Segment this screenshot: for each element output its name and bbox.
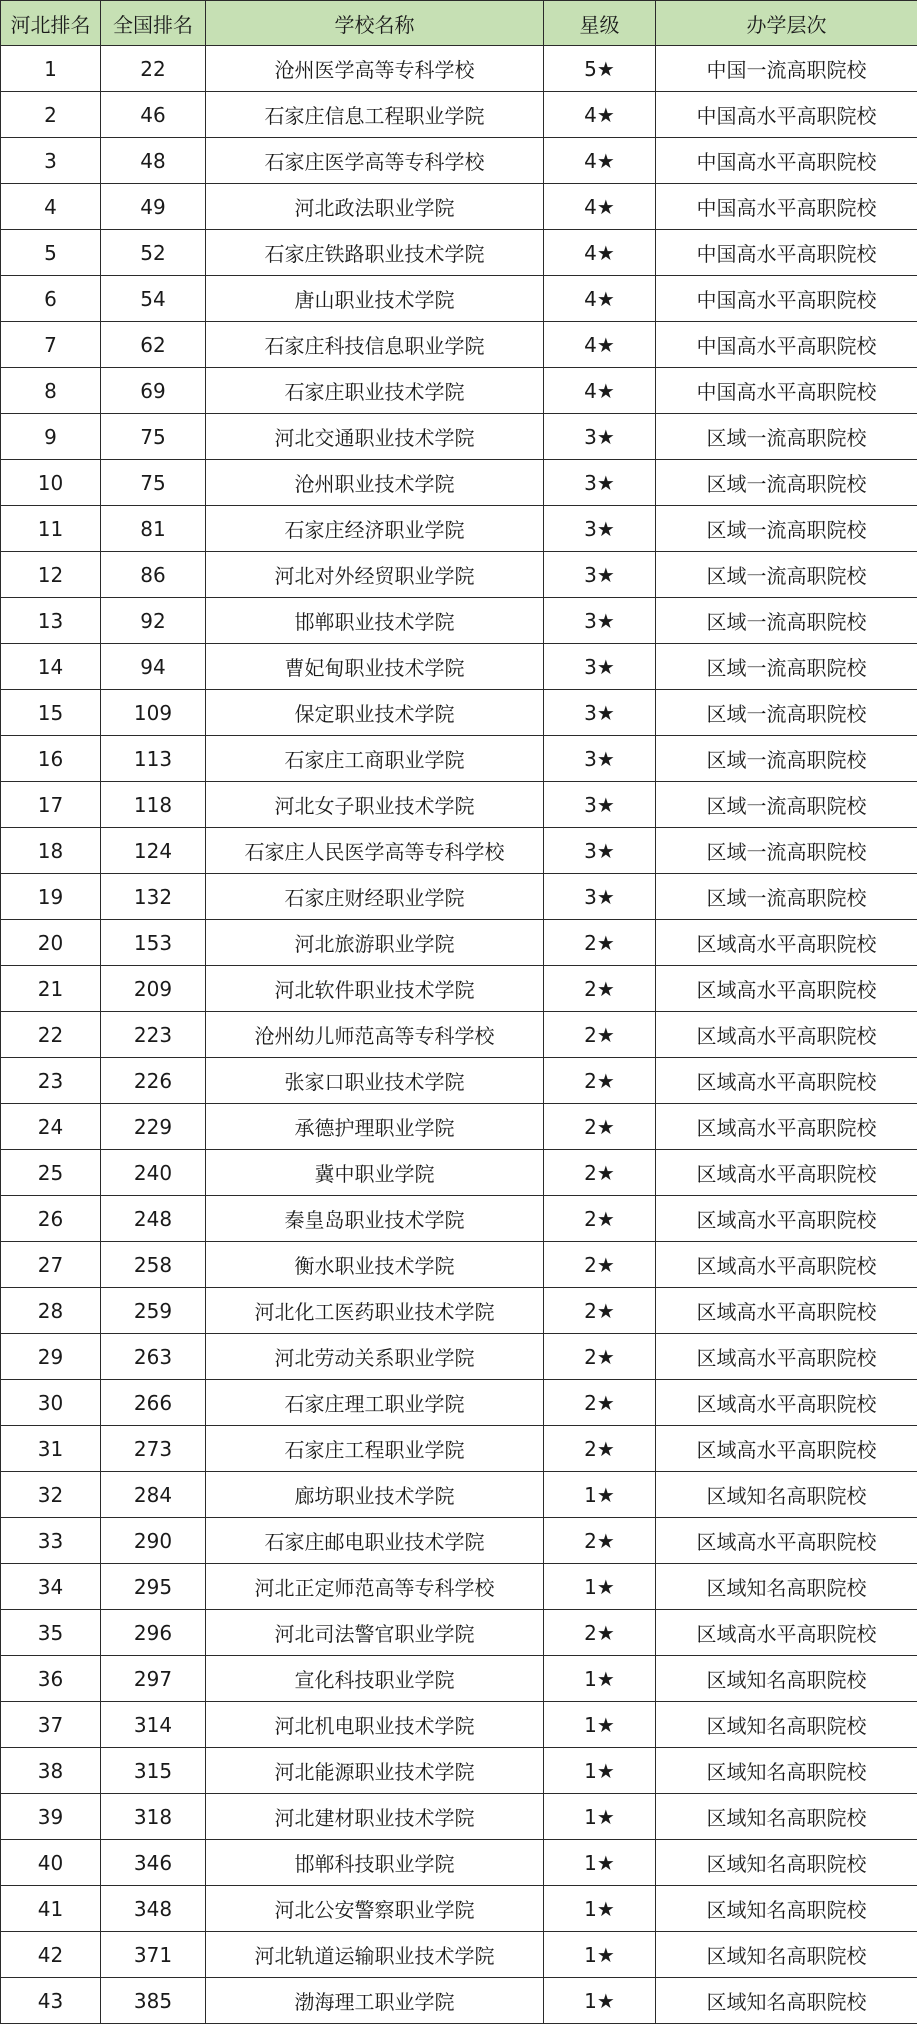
cell-school-tier: 区域一流高职院校 — [656, 736, 917, 782]
table-row — [1, 1242, 917, 1288]
cell-hebei-rank: 6 — [1, 276, 101, 322]
cell-school-tier: 区域知名高职院校 — [656, 1702, 917, 1748]
cell-school-name: 曹妃甸职业技术学院 — [206, 644, 544, 690]
cell-star-level: 4★ — [544, 92, 656, 138]
cell-star-level: 2★ — [544, 1058, 656, 1104]
cell-hebei-rank: 5 — [1, 230, 101, 276]
cell-star-level: 3★ — [544, 598, 656, 644]
cell-hebei-rank: 42 — [1, 1932, 101, 1978]
table-row — [1, 368, 917, 414]
cell-school-name: 河北化工医药职业技术学院 — [206, 1288, 544, 1334]
table-row — [1, 920, 917, 966]
cell-hebei-rank: 16 — [1, 736, 101, 782]
table-row — [1, 1472, 917, 1518]
cell-hebei-rank: 2 — [1, 92, 101, 138]
cell-hebei-rank: 20 — [1, 920, 101, 966]
cell-school-name: 石家庄财经职业学院 — [206, 874, 544, 920]
cell-school-name: 沧州职业技术学院 — [206, 460, 544, 506]
cell-school-tier: 区域知名高职院校 — [656, 1472, 917, 1518]
cell-school-name: 河北劳动关系职业学院 — [206, 1334, 544, 1380]
cell-star-level: 2★ — [544, 1104, 656, 1150]
cell-school-tier: 区域高水平高职院校 — [656, 1426, 917, 1472]
cell-hebei-rank: 34 — [1, 1564, 101, 1610]
cell-school-name: 张家口职业技术学院 — [206, 1058, 544, 1104]
cell-national-rank: 81 — [101, 506, 206, 552]
cell-school-name: 河北软件职业技术学院 — [206, 966, 544, 1012]
cell-hebei-rank: 24 — [1, 1104, 101, 1150]
table-row — [1, 1610, 917, 1656]
cell-school-name: 河北轨道运输职业技术学院 — [206, 1932, 544, 1978]
cell-school-name: 河北旅游职业学院 — [206, 920, 544, 966]
table-row — [1, 598, 917, 644]
cell-hebei-rank: 18 — [1, 828, 101, 874]
cell-hebei-rank: 19 — [1, 874, 101, 920]
cell-school-tier: 区域一流高职院校 — [656, 460, 917, 506]
cell-national-rank: 273 — [101, 1426, 206, 1472]
cell-hebei-rank: 41 — [1, 1886, 101, 1932]
table-row — [1, 92, 917, 138]
cell-hebei-rank: 33 — [1, 1518, 101, 1564]
cell-national-rank: 132 — [101, 874, 206, 920]
cell-national-rank: 54 — [101, 276, 206, 322]
cell-school-name: 石家庄人民医学高等专科学校 — [206, 828, 544, 874]
cell-school-tier: 区域一流高职院校 — [656, 782, 917, 828]
cell-star-level: 3★ — [544, 736, 656, 782]
cell-national-rank: 46 — [101, 92, 206, 138]
cell-star-level: 1★ — [544, 1794, 656, 1840]
table-row — [1, 184, 917, 230]
cell-hebei-rank: 31 — [1, 1426, 101, 1472]
cell-school-name: 石家庄科技信息职业学院 — [206, 322, 544, 368]
table-row — [1, 1334, 917, 1380]
table-row — [1, 1932, 917, 1978]
table-row — [1, 230, 917, 276]
cell-school-name: 石家庄邮电职业技术学院 — [206, 1518, 544, 1564]
cell-national-rank: 49 — [101, 184, 206, 230]
cell-school-name: 石家庄工程职业学院 — [206, 1426, 544, 1472]
cell-hebei-rank: 8 — [1, 368, 101, 414]
cell-national-rank: 118 — [101, 782, 206, 828]
cell-national-rank: 113 — [101, 736, 206, 782]
table-row — [1, 828, 917, 874]
cell-national-rank: 226 — [101, 1058, 206, 1104]
cell-school-tier: 区域一流高职院校 — [656, 644, 917, 690]
cell-star-level: 5★ — [544, 46, 656, 92]
cell-hebei-rank: 32 — [1, 1472, 101, 1518]
table-row — [1, 1518, 917, 1564]
header-star-level: 星级 — [544, 1, 656, 46]
cell-school-tier: 区域知名高职院校 — [656, 1886, 917, 1932]
header-school-tier: 办学层次 — [656, 1, 917, 46]
cell-national-rank: 109 — [101, 690, 206, 736]
cell-school-tier: 区域高水平高职院校 — [656, 1012, 917, 1058]
cell-star-level: 3★ — [544, 460, 656, 506]
cell-star-level: 2★ — [544, 1426, 656, 1472]
cell-star-level: 3★ — [544, 644, 656, 690]
cell-hebei-rank: 25 — [1, 1150, 101, 1196]
cell-national-rank: 48 — [101, 138, 206, 184]
cell-school-name: 石家庄职业技术学院 — [206, 368, 544, 414]
cell-star-level: 2★ — [544, 1196, 656, 1242]
cell-national-rank: 86 — [101, 552, 206, 598]
cell-national-rank: 296 — [101, 1610, 206, 1656]
cell-school-tier: 区域一流高职院校 — [656, 690, 917, 736]
cell-hebei-rank: 15 — [1, 690, 101, 736]
cell-school-name: 河北女子职业技术学院 — [206, 782, 544, 828]
cell-school-name: 河北能源职业技术学院 — [206, 1748, 544, 1794]
table-row — [1, 1380, 917, 1426]
cell-star-level: 3★ — [544, 874, 656, 920]
cell-hebei-rank: 26 — [1, 1196, 101, 1242]
cell-school-tier: 区域高水平高职院校 — [656, 1518, 917, 1564]
cell-national-rank: 314 — [101, 1702, 206, 1748]
cell-school-tier: 区域一流高职院校 — [656, 414, 917, 460]
cell-school-tier: 区域高水平高职院校 — [656, 920, 917, 966]
table-row — [1, 506, 917, 552]
table-row — [1, 552, 917, 598]
cell-national-rank: 62 — [101, 322, 206, 368]
cell-national-rank: 371 — [101, 1932, 206, 1978]
cell-national-rank: 22 — [101, 46, 206, 92]
header-hebei-rank: 河北排名 — [1, 1, 101, 46]
cell-school-tier: 中国高水平高职院校 — [656, 184, 917, 230]
cell-school-tier: 区域高水平高职院校 — [656, 1242, 917, 1288]
cell-star-level: 2★ — [544, 1012, 656, 1058]
cell-school-tier: 区域高水平高职院校 — [656, 966, 917, 1012]
cell-star-level: 1★ — [544, 1656, 656, 1702]
cell-school-name: 廊坊职业技术学院 — [206, 1472, 544, 1518]
cell-star-level: 1★ — [544, 1978, 656, 2024]
cell-school-tier: 区域一流高职院校 — [656, 874, 917, 920]
cell-national-rank: 69 — [101, 368, 206, 414]
cell-hebei-rank: 9 — [1, 414, 101, 460]
cell-school-name: 宣化科技职业学院 — [206, 1656, 544, 1702]
table-row — [1, 138, 917, 184]
header-row — [1, 1, 917, 46]
cell-school-tier: 区域高水平高职院校 — [656, 1058, 917, 1104]
cell-school-tier: 区域一流高职院校 — [656, 506, 917, 552]
cell-school-tier: 区域知名高职院校 — [656, 1748, 917, 1794]
cell-school-tier: 区域高水平高职院校 — [656, 1334, 917, 1380]
cell-hebei-rank: 3 — [1, 138, 101, 184]
cell-national-rank: 153 — [101, 920, 206, 966]
cell-hebei-rank: 14 — [1, 644, 101, 690]
table-body — [1, 46, 917, 2024]
cell-school-name: 冀中职业学院 — [206, 1150, 544, 1196]
cell-school-tier: 区域知名高职院校 — [656, 1794, 917, 1840]
cell-school-tier: 区域知名高职院校 — [656, 1978, 917, 2024]
cell-school-tier: 中国高水平高职院校 — [656, 368, 917, 414]
cell-school-tier: 中国高水平高职院校 — [656, 322, 917, 368]
cell-star-level: 3★ — [544, 690, 656, 736]
cell-star-level: 4★ — [544, 276, 656, 322]
table-row — [1, 966, 917, 1012]
cell-star-level: 2★ — [544, 1518, 656, 1564]
cell-national-rank: 124 — [101, 828, 206, 874]
table-row — [1, 782, 917, 828]
cell-school-name: 石家庄理工职业学院 — [206, 1380, 544, 1426]
cell-school-name: 石家庄工商职业学院 — [206, 736, 544, 782]
cell-school-tier: 区域高水平高职院校 — [656, 1610, 917, 1656]
cell-national-rank: 263 — [101, 1334, 206, 1380]
cell-national-rank: 290 — [101, 1518, 206, 1564]
cell-hebei-rank: 7 — [1, 322, 101, 368]
table-row — [1, 1748, 917, 1794]
cell-star-level: 1★ — [544, 1840, 656, 1886]
cell-star-level: 2★ — [544, 966, 656, 1012]
table-row — [1, 1196, 917, 1242]
table-row — [1, 1978, 917, 2024]
cell-star-level: 4★ — [544, 368, 656, 414]
cell-school-tier: 区域高水平高职院校 — [656, 1104, 917, 1150]
cell-star-level: 1★ — [544, 1702, 656, 1748]
cell-hebei-rank: 35 — [1, 1610, 101, 1656]
cell-hebei-rank: 4 — [1, 184, 101, 230]
cell-hebei-rank: 28 — [1, 1288, 101, 1334]
cell-star-level: 2★ — [544, 1288, 656, 1334]
cell-school-name: 保定职业技术学院 — [206, 690, 544, 736]
cell-star-level: 4★ — [544, 322, 656, 368]
cell-star-level: 4★ — [544, 184, 656, 230]
cell-national-rank: 297 — [101, 1656, 206, 1702]
cell-star-level: 4★ — [544, 230, 656, 276]
cell-hebei-rank: 23 — [1, 1058, 101, 1104]
table-row — [1, 322, 917, 368]
cell-national-rank: 248 — [101, 1196, 206, 1242]
table-row — [1, 690, 917, 736]
cell-hebei-rank: 39 — [1, 1794, 101, 1840]
cell-hebei-rank: 29 — [1, 1334, 101, 1380]
table-row — [1, 1564, 917, 1610]
cell-school-name: 石家庄铁路职业技术学院 — [206, 230, 544, 276]
cell-school-name: 石家庄医学高等专科学校 — [206, 138, 544, 184]
table-row — [1, 1104, 917, 1150]
cell-star-level: 1★ — [544, 1564, 656, 1610]
cell-hebei-rank: 40 — [1, 1840, 101, 1886]
table-row — [1, 736, 917, 782]
cell-school-name: 河北建材职业技术学院 — [206, 1794, 544, 1840]
cell-hebei-rank: 37 — [1, 1702, 101, 1748]
cell-star-level: 4★ — [544, 138, 656, 184]
cell-star-level: 3★ — [544, 506, 656, 552]
cell-national-rank: 75 — [101, 460, 206, 506]
cell-school-name: 河北政法职业学院 — [206, 184, 544, 230]
cell-school-name: 渤海理工职业学院 — [206, 1978, 544, 2024]
cell-star-level: 2★ — [544, 1242, 656, 1288]
cell-school-tier: 区域一流高职院校 — [656, 828, 917, 874]
cell-school-tier: 区域高水平高职院校 — [656, 1150, 917, 1196]
cell-school-tier: 区域知名高职院校 — [656, 1564, 917, 1610]
table-row — [1, 1702, 917, 1748]
header-national-rank: 全国排名 — [101, 1, 206, 46]
table-row — [1, 1656, 917, 1702]
cell-national-rank: 94 — [101, 644, 206, 690]
cell-school-name: 邯郸职业技术学院 — [206, 598, 544, 644]
cell-star-level: 1★ — [544, 1932, 656, 1978]
cell-national-rank: 348 — [101, 1886, 206, 1932]
table-row — [1, 1012, 917, 1058]
table-row — [1, 1426, 917, 1472]
cell-school-name: 承德护理职业学院 — [206, 1104, 544, 1150]
cell-school-tier: 区域知名高职院校 — [656, 1932, 917, 1978]
cell-star-level: 3★ — [544, 552, 656, 598]
table-row — [1, 1150, 917, 1196]
cell-school-name: 河北交通职业技术学院 — [206, 414, 544, 460]
cell-school-tier: 区域一流高职院校 — [656, 552, 917, 598]
cell-hebei-rank: 13 — [1, 598, 101, 644]
cell-star-level: 2★ — [544, 1334, 656, 1380]
table-row — [1, 46, 917, 92]
table-header — [1, 1, 917, 46]
cell-hebei-rank: 12 — [1, 552, 101, 598]
cell-national-rank: 318 — [101, 1794, 206, 1840]
cell-star-level: 1★ — [544, 1886, 656, 1932]
cell-national-rank: 240 — [101, 1150, 206, 1196]
cell-school-tier: 区域高水平高职院校 — [656, 1380, 917, 1426]
cell-star-level: 1★ — [544, 1748, 656, 1794]
cell-school-tier: 区域知名高职院校 — [656, 1840, 917, 1886]
cell-hebei-rank: 21 — [1, 966, 101, 1012]
cell-star-level: 2★ — [544, 1610, 656, 1656]
table-row — [1, 1288, 917, 1334]
cell-school-tier: 中国高水平高职院校 — [656, 138, 917, 184]
table-row — [1, 1886, 917, 1932]
cell-national-rank: 259 — [101, 1288, 206, 1334]
cell-hebei-rank: 27 — [1, 1242, 101, 1288]
cell-star-level: 2★ — [544, 1380, 656, 1426]
cell-school-name: 沧州医学高等专科学校 — [206, 46, 544, 92]
cell-national-rank: 75 — [101, 414, 206, 460]
table-row — [1, 644, 917, 690]
cell-school-tier: 区域高水平高职院校 — [656, 1196, 917, 1242]
table-row — [1, 1794, 917, 1840]
cell-hebei-rank: 17 — [1, 782, 101, 828]
cell-hebei-rank: 36 — [1, 1656, 101, 1702]
table-row — [1, 276, 917, 322]
cell-national-rank: 52 — [101, 230, 206, 276]
header-school-name: 学校名称 — [206, 1, 544, 46]
cell-school-name: 石家庄经济职业学院 — [206, 506, 544, 552]
cell-school-name: 石家庄信息工程职业学院 — [206, 92, 544, 138]
cell-national-rank: 266 — [101, 1380, 206, 1426]
cell-school-name: 河北正定师范高等专科学校 — [206, 1564, 544, 1610]
cell-hebei-rank: 30 — [1, 1380, 101, 1426]
cell-hebei-rank: 11 — [1, 506, 101, 552]
cell-school-name: 河北公安警察职业学院 — [206, 1886, 544, 1932]
cell-star-level: 3★ — [544, 782, 656, 828]
cell-national-rank: 229 — [101, 1104, 206, 1150]
cell-school-tier: 中国高水平高职院校 — [656, 276, 917, 322]
table-row — [1, 1840, 917, 1886]
table-row — [1, 460, 917, 506]
table-row — [1, 1058, 917, 1104]
cell-national-rank: 223 — [101, 1012, 206, 1058]
cell-school-tier: 区域一流高职院校 — [656, 598, 917, 644]
cell-school-name: 唐山职业技术学院 — [206, 276, 544, 322]
cell-school-tier: 区域高水平高职院校 — [656, 1288, 917, 1334]
cell-star-level: 3★ — [544, 414, 656, 460]
cell-hebei-rank: 43 — [1, 1978, 101, 2024]
cell-school-name: 邯郸科技职业学院 — [206, 1840, 544, 1886]
table-row — [1, 414, 917, 460]
cell-school-name: 衡水职业技术学院 — [206, 1242, 544, 1288]
cell-school-tier: 中国一流高职院校 — [656, 46, 917, 92]
cell-star-level: 3★ — [544, 828, 656, 874]
cell-national-rank: 92 — [101, 598, 206, 644]
cell-school-name: 河北机电职业技术学院 — [206, 1702, 544, 1748]
cell-school-tier: 中国高水平高职院校 — [656, 230, 917, 276]
table-row — [1, 874, 917, 920]
cell-hebei-rank: 1 — [1, 46, 101, 92]
cell-school-tier: 中国高水平高职院校 — [656, 92, 917, 138]
cell-hebei-rank: 10 — [1, 460, 101, 506]
cell-school-tier: 区域知名高职院校 — [656, 1656, 917, 1702]
cell-star-level: 1★ — [544, 1472, 656, 1518]
cell-school-name: 河北对外经贸职业学院 — [206, 552, 544, 598]
cell-national-rank: 258 — [101, 1242, 206, 1288]
cell-national-rank: 346 — [101, 1840, 206, 1886]
cell-national-rank: 385 — [101, 1978, 206, 2024]
cell-hebei-rank: 38 — [1, 1748, 101, 1794]
cell-national-rank: 284 — [101, 1472, 206, 1518]
cell-school-name: 沧州幼儿师范高等专科学校 — [206, 1012, 544, 1058]
cell-school-name: 秦皇岛职业技术学院 — [206, 1196, 544, 1242]
cell-national-rank: 209 — [101, 966, 206, 1012]
cell-star-level: 2★ — [544, 920, 656, 966]
cell-national-rank: 315 — [101, 1748, 206, 1794]
cell-national-rank: 295 — [101, 1564, 206, 1610]
cell-school-name: 河北司法警官职业学院 — [206, 1610, 544, 1656]
cell-star-level: 2★ — [544, 1150, 656, 1196]
cell-hebei-rank: 22 — [1, 1012, 101, 1058]
